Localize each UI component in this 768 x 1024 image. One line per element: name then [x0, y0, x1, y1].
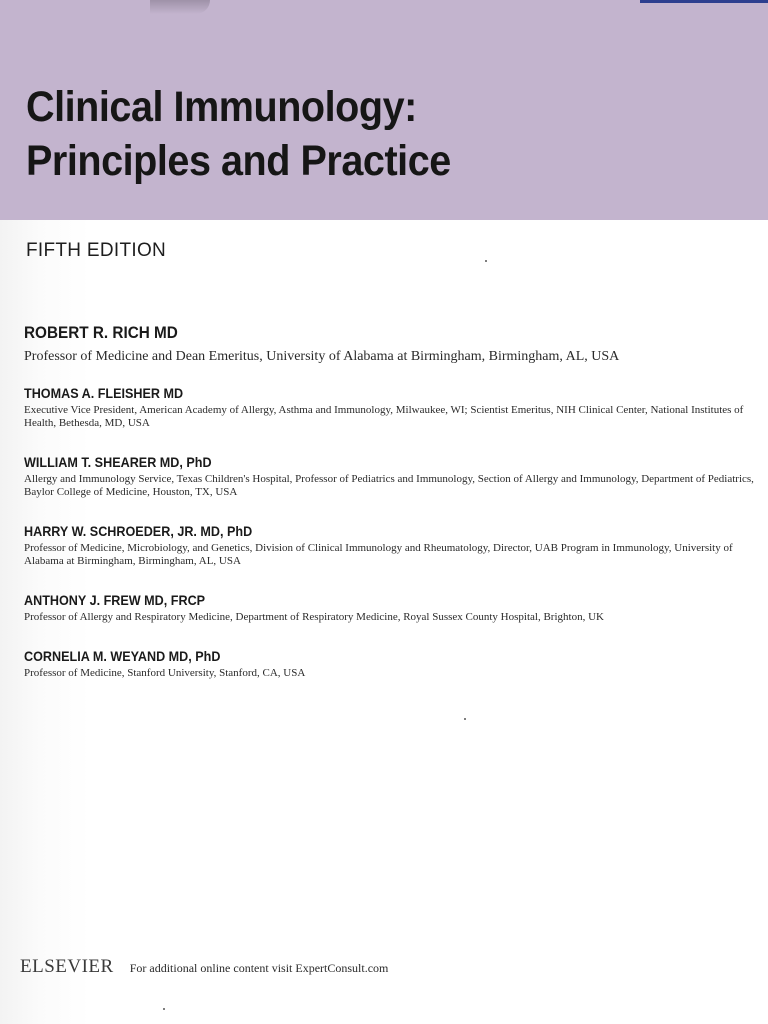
- editor-name: ANTHONY J. FREW MD, FRCP: [24, 592, 206, 608]
- editor-name: WILLIAM T. SHEARER MD, PhD: [24, 454, 212, 470]
- editor-entry: [24, 453, 754, 499]
- editor-entry: [24, 384, 754, 430]
- publisher-logo: ELSEVIER: [20, 956, 114, 977]
- title-band: [0, 0, 768, 220]
- editor-entry: [24, 591, 604, 624]
- scan-speck: [163, 1008, 165, 1010]
- editor-affiliation: Professor of Medicine and Dean Emeritus, University of Alabama at Birmingham, Birmingham, AL, USA: [24, 349, 620, 364]
- scan-speck: [464, 718, 466, 720]
- editor-entry: [24, 647, 305, 680]
- scan-speck: [485, 260, 487, 262]
- editor-name: THOMAS A. FLEISHER MD: [24, 385, 184, 401]
- editor-name: ROBERT R. RICH MD: [24, 323, 178, 342]
- cover-edge: [640, 0, 768, 3]
- editor-name: CORNELIA M. WEYAND MD, PhD: [24, 648, 221, 664]
- editor-name: HARRY W. SCHROEDER, JR. MD, PhD: [24, 523, 253, 539]
- editor-affiliation: Professor of Medicine, Stanford University, Stanford, CA, USA: [24, 667, 306, 679]
- scan-artifact: [150, 0, 210, 14]
- editor-affiliation: Professor of Medicine, Microbiology, and Genetics, Division of Clinical Immunology and Rheumatology, Director, UAB Program in Immunology, University of Alabama at Birmingham, Birmingham, AL, USA: [24, 542, 733, 567]
- edition-label: FIFTH EDITION: [26, 240, 167, 261]
- editor-entry: [24, 522, 754, 568]
- online-content-note: For additional online content visit ExpertConsult.com: [129, 961, 389, 975]
- editor-affiliation: Allergy and Immunology Service, Texas Children's Hospital, Professor of Pediatrics and Immunology, Section of Allergy and Immunology, Department of Pediatrics, Baylor College of Medicine, Houston, TX, USA: [24, 473, 754, 498]
- editor-affiliation: Executive Vice President, American Academy of Allergy, Asthma and Immunology, Milwaukee, WI; Scientist Emeritus, NIH Clinical Center, National Institutes of Health, Bethesda, MD, USA: [24, 404, 744, 429]
- book-title-line-1: Clinical Immunology:: [26, 83, 417, 131]
- book-title: [26, 80, 451, 188]
- editor-entry: [24, 322, 619, 366]
- publisher-footer: [20, 956, 388, 978]
- book-title-line-2: Principles and Practice: [26, 137, 451, 185]
- editor-affiliation: Professor of Allergy and Respiratory Medicine, Department of Respiratory Medicine, Royal Sussex County Hospital, Brighton, UK: [24, 611, 604, 623]
